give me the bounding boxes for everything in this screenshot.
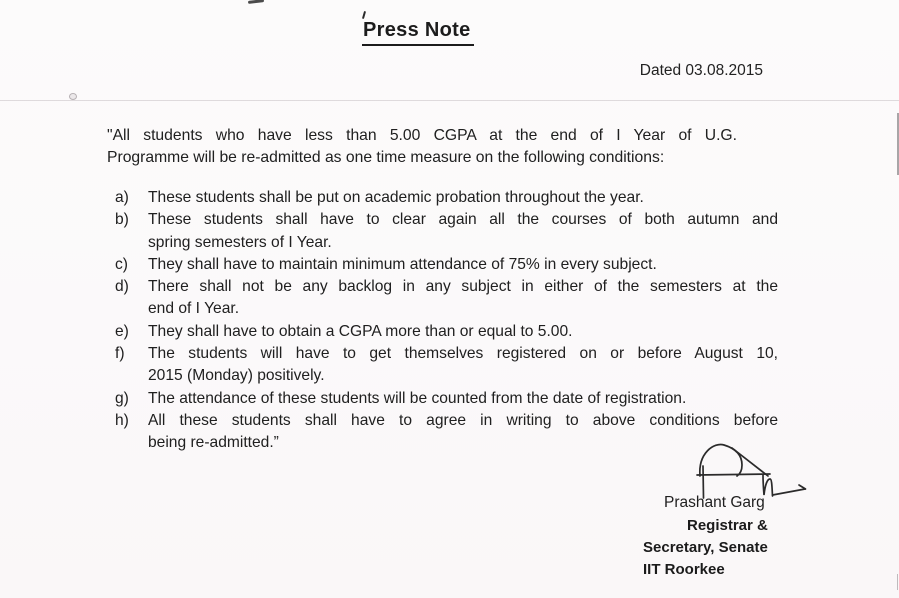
condition-label: e) [115, 322, 129, 340]
document-title: Press Note [362, 19, 474, 46]
signatory-designation-2: Secretary, Senate [643, 539, 768, 556]
condition-line: There shall not be any backlog in any subject in either of the semesters at the [148, 278, 778, 296]
scan-edge-mark-bottom [897, 574, 898, 590]
condition-item-f [115, 343, 778, 388]
condition-label: h) [115, 411, 129, 429]
condition-label: d) [115, 278, 129, 296]
title-block [362, 19, 474, 46]
condition-label: f) [115, 345, 125, 363]
condition-line: 2015 (Monday) positively. [148, 367, 325, 385]
scan-smudge [248, 0, 264, 4]
condition-item-g [115, 388, 771, 410]
condition-label: c) [115, 255, 128, 273]
condition-item-b [115, 209, 778, 254]
scan-artifact-line [0, 100, 899, 101]
scan-tick-mark [362, 11, 366, 19]
condition-line: The attendance of these students will be counted from the date of registration. [148, 389, 687, 407]
condition-label: g) [115, 389, 129, 407]
condition-line: being re-admitted.” [148, 434, 279, 452]
condition-label: b) [115, 211, 129, 229]
condition-item-h [115, 410, 778, 455]
condition-line: They shall have to obtain a CGPA more than or equal to 5.00. [148, 322, 573, 340]
condition-line: end of I Year. [148, 300, 240, 318]
condition-label: a) [115, 189, 129, 206]
intro-line-1: "All students who have less than 5.00 CGPA at the end of I Year of U.G. [107, 127, 737, 144]
condition-line: spring semesters of I Year. [148, 233, 332, 251]
condition-line: All these students shall have to agree in writing to above conditions before [148, 411, 778, 429]
condition-item-a [115, 187, 771, 209]
condition-line: These students shall be put on academic probation throughout the year. [148, 189, 644, 206]
conditions-list [115, 187, 778, 455]
condition-line: The students will have to get themselves registered on or before August 10, [148, 345, 778, 363]
condition-item-e [115, 321, 771, 343]
signatory-name: Prashant Garg [664, 494, 765, 511]
date-line: Dated 03.08.2015 [639, 62, 763, 79]
condition-item-d [115, 276, 778, 321]
intro-line-2: Programme will be re-admitted as one time measure on the following conditions: [107, 149, 665, 167]
scan-speck [69, 93, 77, 100]
condition-line: They shall have to maintain minimum attendance of 75% in every subject. [148, 255, 657, 273]
condition-item-c [115, 254, 771, 276]
signatory-designation-1: Registrar & [687, 517, 768, 534]
signatory-institute: IIT Roorkee [643, 561, 725, 578]
intro-paragraph [107, 125, 767, 170]
condition-line: These students shall have to clear again all the courses of both autumn and [148, 211, 778, 229]
